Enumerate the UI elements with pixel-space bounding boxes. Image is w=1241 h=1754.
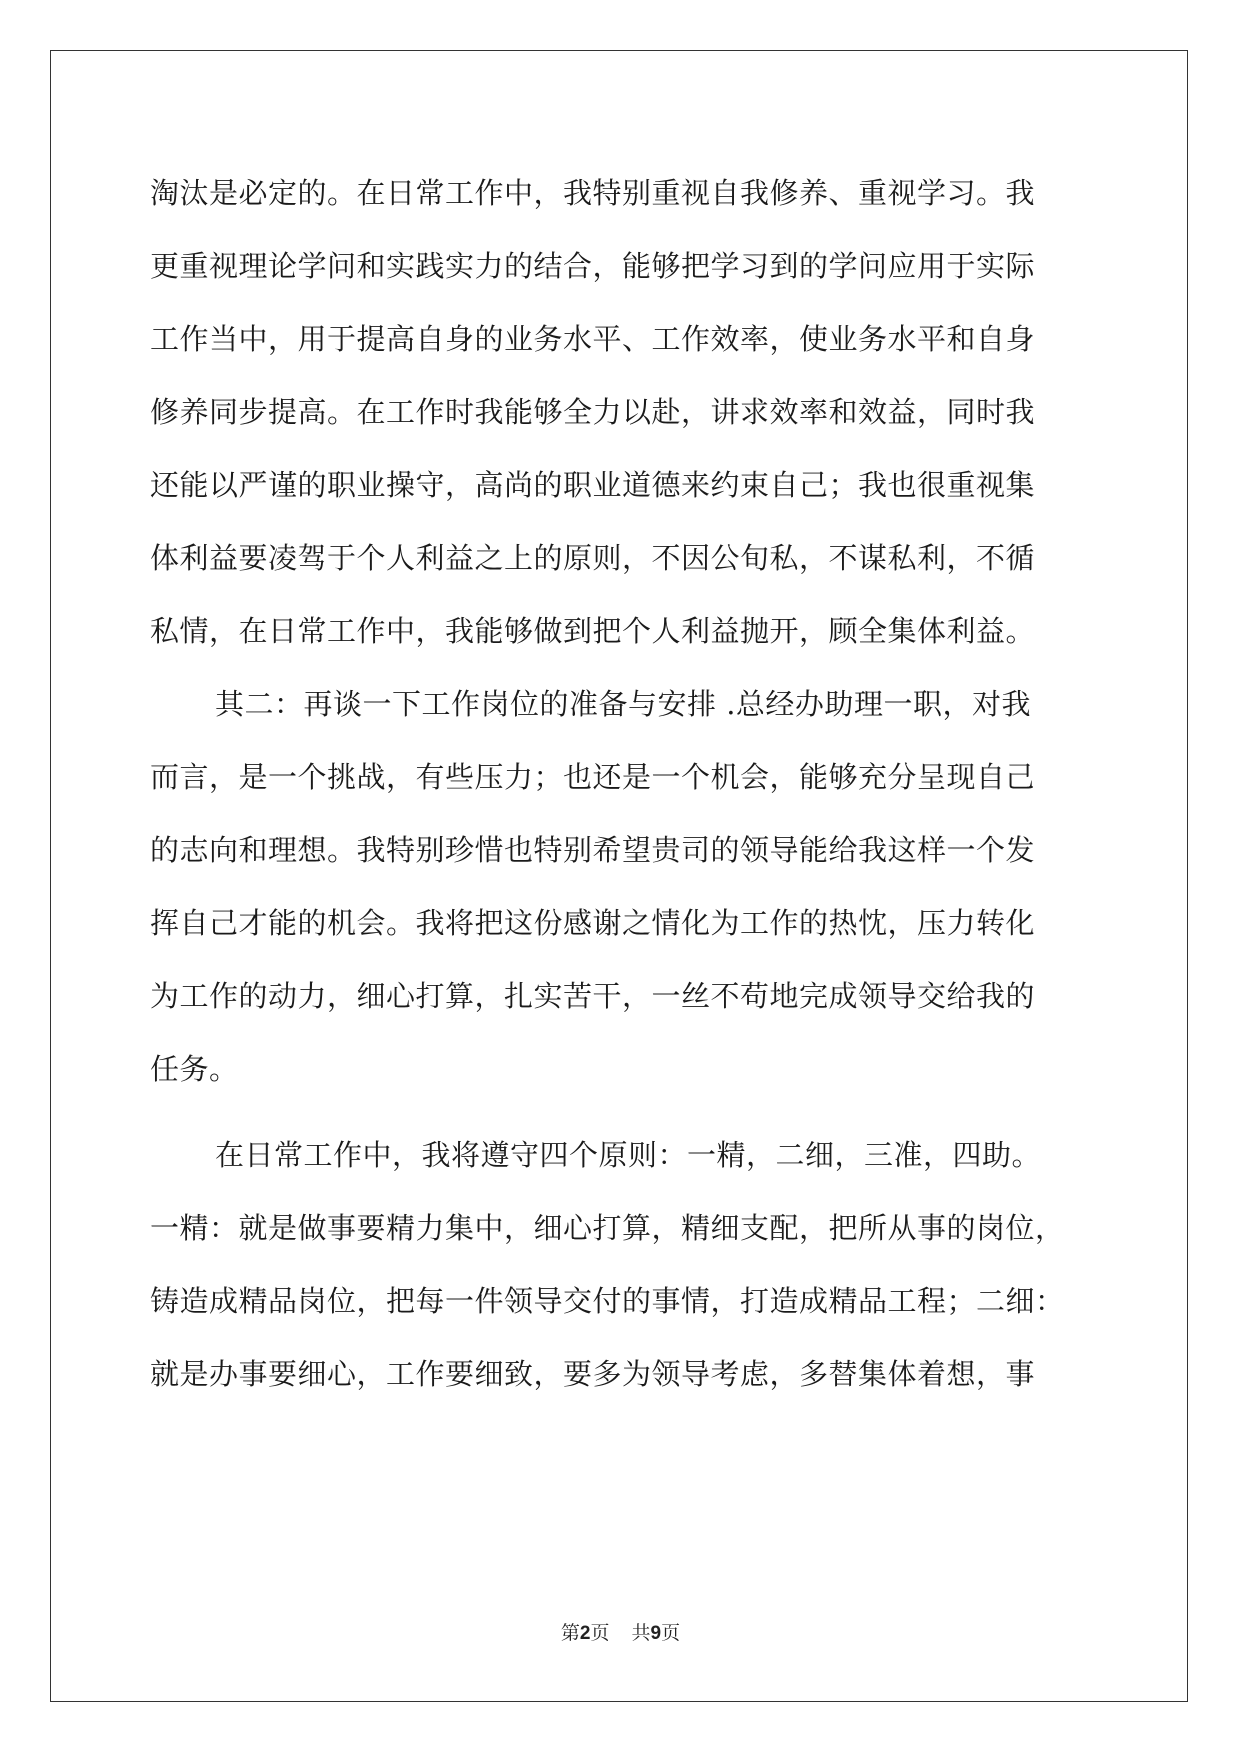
text-line: 的志向和理想。我特别珍惜也特别希望贵司的领导能给我这样一个发	[150, 833, 1036, 867]
footer-page-prefix: 第	[560, 1622, 580, 1644]
page-border	[50, 50, 1188, 1702]
text-line: 工作当中，用于提高自身的业务水平、工作效率，使业务水平和自身	[150, 322, 1036, 356]
text-line: 一精：就是做事要精力集中，细心打算，精细支配，把所从事的岗位，	[150, 1211, 1065, 1245]
text-line: 挥自己才能的机会。我将把这份感谢之情化为工作的热忱，压力转化	[150, 906, 1036, 940]
text-line: 铸造成精品岗位，把每一件领导交付的事情，打造成精品工程；二细：	[150, 1284, 1065, 1318]
text-line: 更重视理论学问和实践实力的结合，能够把学习到的学问应用于实际	[150, 249, 1036, 283]
text-line: 任务。	[150, 1052, 239, 1086]
text-line: 就是办事要细心，工作要细致，要多为领导考虑，多替集体着想，事	[150, 1357, 1036, 1391]
text-line: 淘汰是必定的。在日常工作中，我特别重视自我修养、重视学习。我	[150, 176, 1036, 210]
current-page-number: 2	[579, 1623, 591, 1644]
page-number-footer	[0, 1621, 1241, 1646]
text-line: 私情，在日常工作中，我能够做到把个人利益抛开，顾全集体利益。	[150, 614, 1036, 648]
text-line: 为工作的动力，细心打算，扎实苦干，一丝不苟地完成领导交给我的	[150, 979, 1036, 1013]
paragraph-start-line: 其二：再谈一下工作岗位的准备与安排 .总经办助理一职，对我	[215, 687, 1031, 721]
text-line: 而言，是一个挑战，有些压力；也还是一个机会，能够充分呈现自己	[150, 760, 1036, 794]
footer-page-suffix: 页	[590, 1622, 610, 1644]
text-line: 体利益要凌驾于个人利益之上的原则，不因公旬私，不谋私利，不循	[150, 541, 1036, 575]
text-line: 修养同步提高。在工作时我能够全力以赴，讲求效率和效益，同时我	[150, 395, 1036, 429]
text-line: 还能以严谨的职业操守，高尚的职业道德来约束自己；我也很重视集	[150, 468, 1036, 502]
paragraph-start-line: 在日常工作中，我将遵守四个原则：一精，二细，三准，四助。	[215, 1138, 1042, 1172]
total-page-count: 9	[650, 1623, 662, 1644]
footer-total-suffix: 页	[661, 1622, 681, 1644]
footer-total-prefix: 共	[631, 1622, 651, 1644]
